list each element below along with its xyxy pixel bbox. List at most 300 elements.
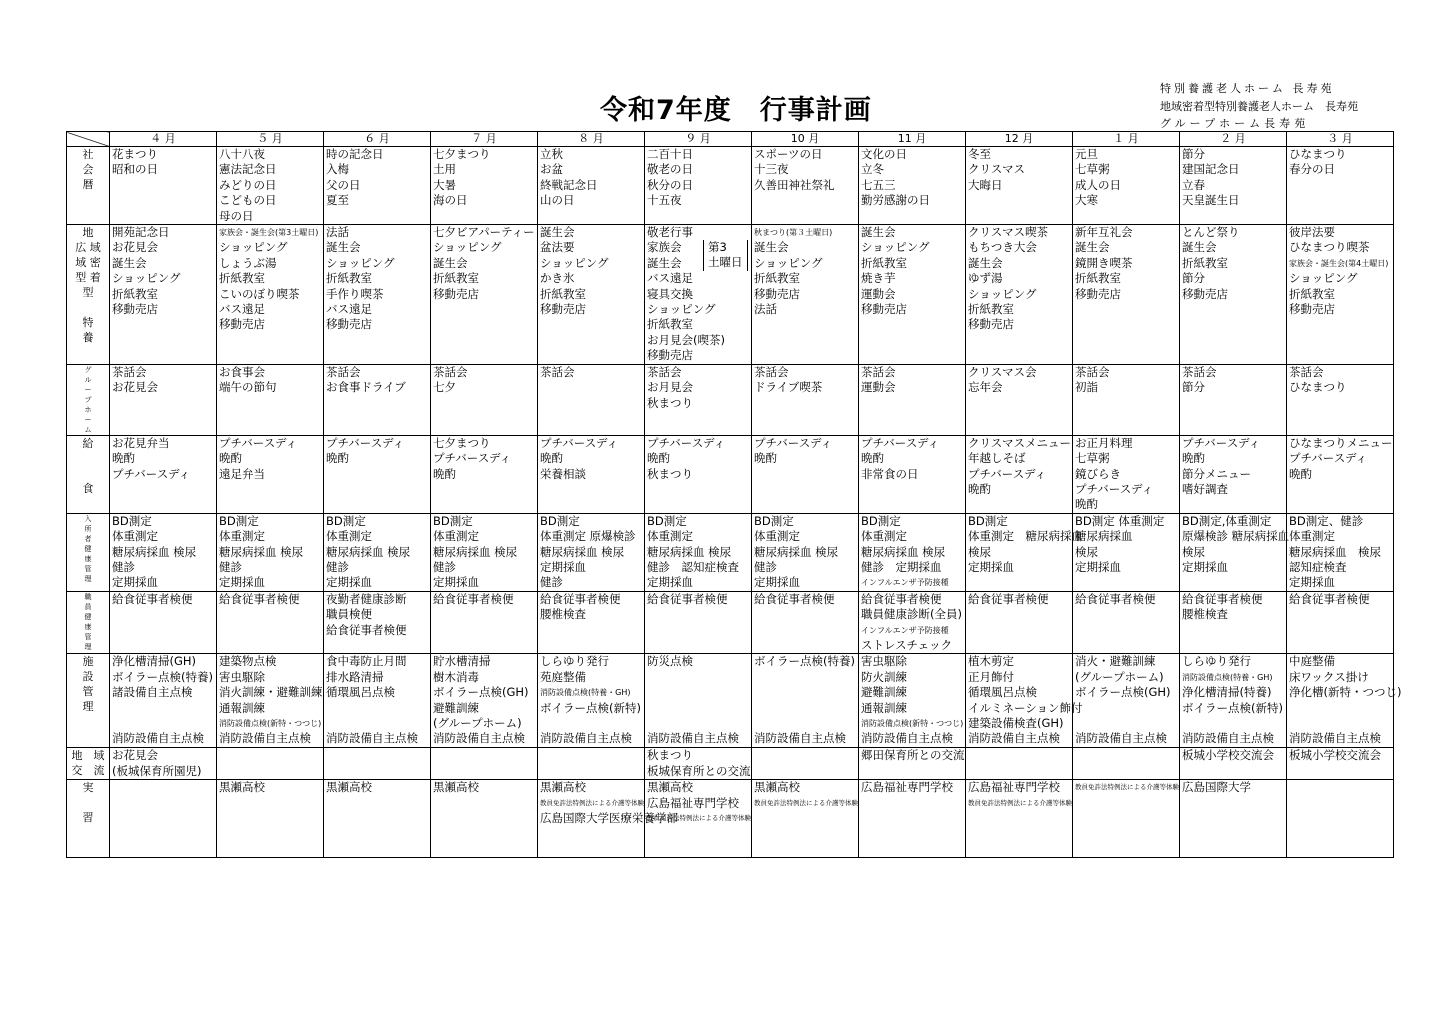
event-item: 海の日 — [433, 193, 468, 208]
event-item: スポーツの日 — [754, 147, 823, 161]
event-item: 消防設備自主点検 — [754, 731, 846, 746]
event-item: ひなまつり — [1289, 147, 1347, 161]
row-label — [67, 435, 110, 513]
event-item: 晩酌 — [968, 481, 991, 496]
event-item: 板城保育所との交流 — [647, 763, 751, 778]
event-item: 開苑記念日 — [112, 225, 170, 240]
event-item: ショッピング — [326, 255, 395, 270]
event-item: 教員免許法特例法による介護等体験 — [968, 798, 1072, 807]
event-item: ドライブ喫茶 — [754, 380, 823, 395]
event-item: 鏡びらき — [1075, 466, 1121, 481]
event-item: ショッピング — [968, 286, 1037, 301]
event-item: クリスマス — [968, 162, 1026, 177]
event-item: 誕生会 — [968, 255, 1003, 270]
row-label-part: 給 — [82, 436, 94, 450]
event-item: 花まつり — [112, 147, 158, 161]
event-item — [540, 716, 642, 731]
event-item — [754, 685, 856, 700]
event-item: プチバースディ — [219, 435, 298, 450]
event-item: 広島福祉専門学校 — [861, 780, 953, 795]
org-name-3: グループホーム長寿苑 — [1160, 117, 1310, 130]
event-cell — [1073, 225, 1180, 365]
event-item: 消防設備自主点検 — [1075, 731, 1167, 746]
event-item: 節分メニュー — [1182, 466, 1251, 481]
event-item: 天皇誕生日 — [1182, 193, 1240, 208]
event-item: プチバースディ — [754, 435, 833, 450]
row-label — [67, 364, 110, 435]
row-label-part: 型 — [82, 286, 94, 300]
event-item — [1289, 701, 1391, 716]
event-item: 移動売店 — [754, 286, 800, 301]
event-item: 七五三 — [861, 177, 896, 192]
event-cell — [324, 780, 431, 858]
event-item: 給食従事者検便 — [112, 591, 193, 606]
event-cell — [431, 513, 538, 591]
event-item: 端午の節句 — [219, 380, 277, 395]
event-item: 黒瀬高校 — [754, 780, 800, 795]
event-item: 黒瀬高校 — [326, 780, 372, 795]
event-cell — [110, 513, 217, 591]
month-header: ６ 月 — [324, 132, 431, 147]
event-item: 建築設備検査(GH) — [968, 716, 1064, 730]
event-cell — [1073, 435, 1180, 513]
event-item: 晩酌 — [861, 451, 884, 466]
event-cell — [859, 147, 966, 225]
event-cell — [966, 780, 1073, 858]
row-label-part: 施 — [82, 655, 94, 669]
event-item: 避難訓練 — [433, 700, 479, 715]
event-item: 板城小学校交流会 — [1182, 748, 1274, 763]
event-item — [112, 701, 214, 716]
event-item: 健診 — [433, 559, 456, 574]
row-label-part: グ — [84, 365, 92, 374]
row-label-part: 交 流 — [71, 764, 105, 778]
event-item: 循環風呂点検 — [968, 685, 1037, 700]
row-label-part: 員 — [84, 602, 92, 611]
event-item — [1075, 701, 1177, 716]
event-item: 晩酌 — [647, 451, 670, 466]
event-cell — [110, 147, 217, 225]
event-item: 茶話会 — [540, 364, 575, 379]
event-cell — [1180, 780, 1287, 858]
event-item: 移動売店 — [219, 317, 265, 332]
event-item: 家族会・誕生会(第3土曜日) — [219, 228, 319, 238]
event-cell — [645, 780, 752, 858]
event-item: 定期採血 — [1182, 559, 1228, 574]
event-cell — [1287, 748, 1394, 780]
event-item: 給食従事者検便 — [1289, 591, 1370, 606]
event-item: 消防設備自主点検 — [861, 731, 953, 746]
event-cell — [859, 225, 966, 365]
event-item: 土用 — [433, 162, 456, 177]
event-item: 嗜好調査 — [1182, 481, 1228, 496]
event-item: 移動売店 — [647, 348, 693, 363]
month-header: 12 月 — [966, 132, 1073, 147]
event-cell — [966, 591, 1073, 654]
event-item: こどもの日 — [219, 193, 277, 208]
event-item: 体重測定 — [326, 529, 372, 544]
event-item: 時の記念日 — [326, 147, 384, 161]
event-item: 立冬 — [861, 162, 884, 177]
event-cell — [645, 364, 752, 435]
event-item: 折紙教室 — [754, 271, 800, 286]
row-label-part: 康 — [84, 622, 92, 631]
event-item — [326, 716, 428, 731]
event-item: 父の日 — [326, 177, 361, 192]
event-item: 樹木消毒 — [433, 669, 479, 684]
event-item: 健診 — [754, 559, 777, 574]
event-item: 節分 — [1182, 380, 1205, 395]
event-item: 折紙教室 — [219, 271, 265, 286]
event-item: 健診 — [112, 559, 135, 574]
event-cell — [859, 748, 966, 780]
event-item: ボイラー点検(GH) — [433, 685, 529, 700]
event-item: BD測定 — [433, 513, 473, 528]
event-item: 折紙教室 — [540, 286, 586, 301]
event-cell — [538, 364, 645, 435]
event-item: 建国記念日 — [1182, 162, 1240, 177]
event-item: 体重測定 — [433, 529, 479, 544]
event-item: お食事ドライブ — [326, 380, 406, 395]
event-item: 消防設備自主点検 — [326, 731, 418, 746]
event-item: 勤労感謝の日 — [861, 193, 930, 208]
social-calendar-row — [67, 147, 1394, 225]
event-item: BD測定 — [540, 513, 580, 528]
event-cell — [431, 364, 538, 435]
row-label-part: 管 — [82, 685, 94, 699]
event-cell — [538, 435, 645, 513]
event-cell — [752, 748, 859, 780]
row-label — [67, 780, 110, 858]
row-label-part: ー — [84, 415, 92, 424]
event-item: 寝具交換 — [647, 286, 693, 301]
event-cell — [966, 364, 1073, 435]
event-cell — [1287, 513, 1394, 591]
event-cell — [324, 435, 431, 513]
event-item: 体重測定 — [1289, 529, 1335, 544]
event-item: 体重測定 — [219, 529, 265, 544]
event-item: 晩酌 — [1075, 497, 1098, 512]
event-cell — [645, 225, 752, 365]
event-item: 消防設備点検(特養・GH) — [540, 688, 631, 698]
event-item: 晩酌 — [433, 466, 456, 481]
event-cell — [324, 654, 431, 748]
event-cell — [1180, 654, 1287, 748]
event-item: 移動売店 — [540, 302, 586, 317]
event-item: BD測定 — [754, 513, 794, 528]
event-item: 給食従事者検便 — [1182, 591, 1263, 606]
event-item: 晩酌 — [219, 451, 242, 466]
event-item: 茶話会 — [1289, 364, 1324, 379]
event-item: 黒瀬高校 — [219, 780, 265, 795]
event-item: プチバースディ — [968, 466, 1047, 481]
row-label-part: 管 — [84, 632, 92, 641]
row-label-part: 型 着 — [75, 271, 101, 285]
event-cell — [324, 225, 431, 365]
event-item: BD測定 — [647, 513, 687, 528]
event-item: お食事会 — [219, 364, 265, 379]
event-item: かき氷 — [540, 271, 575, 286]
event-cell — [217, 654, 324, 748]
event-item: ゆず湯 — [968, 271, 1003, 286]
row-label-part — [69, 451, 107, 466]
event-cell — [324, 364, 431, 435]
event-item: 山の日 — [540, 193, 575, 208]
event-item: 運動会 — [861, 286, 896, 301]
event-item: 浄化槽清掃(特養) — [1182, 685, 1272, 700]
event-item: (グループホーム) — [433, 716, 522, 730]
event-item: 文化の日 — [861, 147, 907, 161]
event-item: 大寒 — [1075, 193, 1098, 208]
month-header: 10 月 — [752, 132, 859, 147]
row-label-part: 暦 — [82, 178, 94, 191]
row-label — [67, 654, 110, 748]
event-cell — [538, 147, 645, 225]
event-item: 栄養相談 — [540, 466, 586, 481]
event-cell — [1180, 513, 1290, 591]
event-item: 成人の日 — [1075, 177, 1121, 192]
event-item: 定期採血 — [326, 575, 372, 590]
event-item: 害虫駆除 — [861, 654, 907, 669]
event-item: 定期採血 — [647, 575, 693, 590]
event-item: 夜勤者健康診断 — [326, 591, 407, 606]
event-item: インフルエンザ予防接種 — [861, 578, 949, 588]
event-item: 秋まつり(第３土曜日) — [754, 228, 833, 238]
event-item: 晩酌 — [1289, 466, 1312, 481]
event-item: 検尿 — [1182, 544, 1205, 559]
event-item: 排水路清掃 — [326, 669, 384, 684]
event-item: 給食従事者検便 — [433, 591, 514, 606]
event-item: 鏡開き喫茶 — [1075, 255, 1133, 270]
event-item: 体重測定 — [647, 529, 693, 544]
row-label-part: 設 — [82, 670, 94, 684]
event-cell — [217, 513, 324, 591]
event-item: 敬老行事 — [647, 225, 693, 240]
event-cell — [645, 748, 752, 780]
event-item: 消防設備自主点検 — [1182, 731, 1274, 746]
event-item: 定期採血 — [433, 575, 479, 590]
month-header: １ 月 — [1073, 132, 1180, 147]
event-item: 健診 定期採血 — [861, 559, 942, 574]
event-item: 折紙教室 — [1182, 255, 1228, 270]
event-item: 茶話会 — [1182, 364, 1217, 379]
event-item: 健診 — [540, 575, 563, 590]
event-item: 体重測定 原爆検診 — [540, 529, 636, 544]
event-cell — [645, 654, 752, 748]
event-item: 床ワックス掛け — [1289, 669, 1369, 684]
event-item: 誕生会 — [112, 255, 147, 270]
event-item: 消防設備点検(新特・つつじ) — [861, 719, 964, 728]
event-item: ボイラー点検(GH) — [1075, 685, 1171, 700]
event-item: 消防設備自主点検 — [647, 731, 739, 746]
month-header: ３ 月 — [1287, 132, 1394, 147]
event-cell — [966, 435, 1073, 513]
event-item: (グループホーム) — [1075, 669, 1164, 684]
row-label-part: 健 — [84, 612, 92, 621]
event-item — [1182, 716, 1284, 731]
event-item: 昭和の日 — [112, 162, 158, 177]
event-item: 春分の日 — [1289, 162, 1335, 177]
event-item: 誕生会 — [754, 240, 789, 255]
event-cell — [431, 654, 538, 748]
event-item: 晩酌 — [112, 451, 135, 466]
event-item: 消防設備点検(新特・つつじ) — [219, 719, 322, 728]
event-cell — [966, 654, 1083, 748]
event-item: 教員免許法特例法による介護等体験 — [754, 798, 858, 807]
event-item: 給食従事者検便 — [219, 591, 300, 606]
event-item: 盆法要 — [540, 240, 575, 255]
staff-health-row — [67, 591, 1394, 654]
event-item: BD測定,体重測定 — [1182, 513, 1272, 528]
event-item: 立秋 — [540, 147, 563, 161]
event-item: 移動売店 — [968, 317, 1014, 332]
event-item: 給食従事者検便 — [1075, 591, 1156, 606]
event-item: 誕生会 — [1182, 240, 1217, 255]
event-cell — [752, 225, 859, 365]
event-item: ボイラー点検(新特) — [1182, 700, 1283, 715]
event-cell — [217, 748, 324, 780]
event-item: 認知症検査 — [1289, 559, 1347, 574]
row-label-part: 者 — [84, 534, 92, 543]
event-cell — [1180, 364, 1287, 435]
event-item: 年越しそば — [968, 451, 1026, 466]
event-cell — [1073, 654, 1180, 748]
event-item: 糖尿病採血 検尿 — [647, 544, 732, 559]
event-item: 元旦 — [1075, 147, 1098, 161]
event-item: 定期採血 — [540, 559, 586, 574]
event-cell — [859, 364, 966, 435]
row-label-part: 理 — [82, 700, 94, 714]
event-item: 手作り喫茶 — [326, 286, 384, 301]
row-label-part: 所 — [84, 524, 92, 533]
event-item: 消防設備自主点検 — [112, 731, 204, 746]
event-item: 定期採血 — [112, 575, 158, 590]
event-item — [1075, 716, 1177, 731]
event-item: 茶話会 — [861, 364, 896, 379]
event-item: もちつき大会 — [968, 240, 1037, 255]
event-item: 教員免許法特例法による介護等体験 — [647, 814, 751, 823]
event-item: 折紙教室 — [861, 255, 907, 270]
event-cell — [645, 435, 752, 513]
month-header: ２ 月 — [1180, 132, 1287, 147]
event-cell — [1073, 591, 1180, 654]
row-label — [67, 225, 110, 365]
event-item: 消火訓練・避難訓練 — [219, 685, 323, 700]
row-label-part: ム — [84, 425, 92, 434]
event-item: 広島国際大学医療栄養学部 — [540, 811, 678, 826]
bracket-note-line: 土曜日 — [708, 255, 743, 270]
event-item: 職員検便 — [326, 607, 372, 622]
event-item: 給食従事者検便 — [647, 591, 728, 606]
event-item: 腰椎検査 — [540, 607, 586, 622]
org-name-2: 地域密着型特別養護老人ホーム 長寿苑 — [1160, 100, 1358, 113]
event-item: プチバースディ — [540, 435, 619, 450]
event-item: お盆 — [540, 162, 563, 177]
event-item: 立春 — [1182, 177, 1205, 192]
event-item: BD測定 — [112, 513, 152, 528]
event-item: 焼き芋 — [861, 271, 896, 286]
event-item: 折紙教室 — [433, 271, 479, 286]
event-item: 教員免許法特例法による介護等体験 — [540, 798, 644, 807]
event-item: 体重測定 糖尿病採血 — [968, 529, 1083, 544]
meals-row — [67, 435, 1394, 513]
event-item: ショッピング — [754, 255, 823, 270]
event-item: 移動売店 — [1182, 286, 1228, 301]
event-item: 糖尿病採血 検尿 — [1289, 544, 1381, 559]
event-item: 誕生会 — [540, 225, 575, 240]
event-item: クリスマス会 — [968, 364, 1037, 379]
event-cell — [966, 225, 1073, 365]
event-item: 折紙教室 — [1289, 286, 1335, 301]
event-cell — [645, 147, 752, 225]
event-item: 茶話会 — [326, 364, 361, 379]
event-item: 折紙教室 — [326, 271, 372, 286]
event-item: 七夕まつり — [433, 435, 491, 450]
row-label-part: ホ — [84, 405, 92, 414]
event-item: 健診 — [219, 559, 242, 574]
event-cell — [645, 591, 752, 654]
event-item: 十三夜 — [754, 162, 789, 177]
event-item: 母の日 — [219, 208, 254, 223]
event-cell — [859, 780, 966, 858]
row-label-part: 広 域 — [75, 241, 101, 255]
event-cell — [110, 225, 217, 365]
event-item: 消防設備自主点検 — [540, 731, 632, 746]
event-item: こいのぼり喫茶 — [219, 286, 300, 301]
event-item: 茶話会 — [647, 364, 682, 379]
event-item: 糖尿病採血 検尿 — [754, 544, 839, 559]
row-label-part — [69, 795, 107, 810]
event-item: 検尿 — [1075, 544, 1098, 559]
event-cell — [431, 591, 538, 654]
event-cell — [538, 780, 678, 858]
event-cell — [859, 654, 966, 748]
event-cell — [1287, 654, 1402, 748]
event-item: 晩酌 — [540, 451, 563, 466]
event-item: 消防設備自主点検 — [1289, 731, 1381, 746]
event-item: BD測定 — [326, 513, 366, 528]
event-item: 大暑 — [433, 177, 456, 192]
event-item: 茶話会 — [754, 364, 789, 379]
event-item: ストレスチェック — [861, 637, 953, 652]
event-item: ショッピング — [433, 240, 502, 255]
row-label-part: 会 — [82, 163, 94, 176]
event-cell — [217, 225, 324, 365]
event-item: 遠足弁当 — [219, 466, 265, 481]
event-item: 晩酌 — [1182, 451, 1205, 466]
event-item: 防火訓練 — [861, 669, 907, 684]
event-cell — [1287, 364, 1394, 435]
event-cell — [538, 513, 645, 591]
event-item: 貯水槽清掃 — [433, 654, 491, 669]
event-item: ひなまつり — [1289, 380, 1347, 395]
event-item: しらゆり発行 — [540, 654, 609, 669]
event-cell — [431, 225, 538, 365]
regional-facility-row — [67, 225, 1394, 365]
event-cell — [752, 147, 859, 225]
event-item: お花見弁当 — [112, 435, 170, 450]
event-cell — [752, 591, 859, 654]
event-item: 給食従事者検便 — [861, 591, 942, 606]
event-item: 折紙教室 — [112, 286, 158, 301]
event-item: 秋分の日 — [647, 177, 693, 192]
event-item: 防災点検 — [647, 654, 693, 669]
event-cell — [431, 435, 538, 513]
event-item: 定期採血 — [219, 575, 265, 590]
event-cell — [1287, 435, 1394, 513]
event-item: 憲法記念日 — [219, 162, 277, 177]
event-item: 黒瀬高校 — [647, 780, 693, 795]
